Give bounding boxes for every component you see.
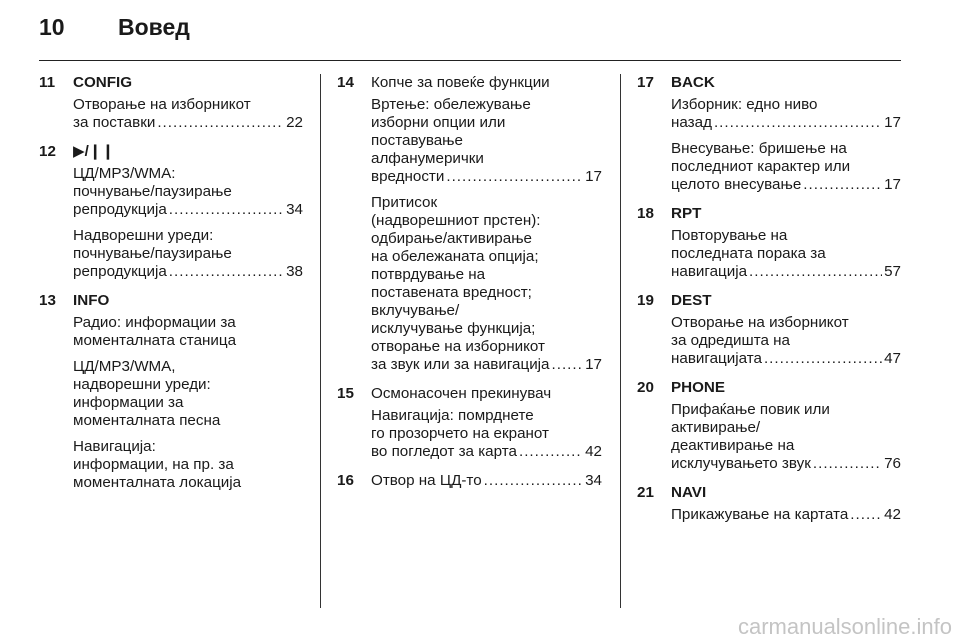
description-line: (надворешниот прстен): [371, 212, 541, 229]
control-entry [637, 379, 901, 473]
description-paragraph [73, 438, 303, 492]
description-line: поставената вредност; [371, 284, 532, 301]
page-title: Вовед [118, 14, 190, 40]
description-line: исклучување функција; [371, 320, 536, 337]
toc-line-text: репродукција [73, 201, 167, 218]
description-line: вклучување/ [371, 302, 460, 319]
control-number: 13 [39, 292, 56, 309]
control-number: 20 [637, 379, 654, 396]
description-line: потврдување на [371, 266, 486, 283]
leader-dots [813, 455, 882, 473]
description-line: Навигација: помрднете [371, 407, 534, 424]
column-3 [637, 74, 901, 535]
control-entry [39, 74, 303, 132]
toc-line [671, 176, 901, 194]
description-paragraph [73, 96, 303, 132]
toc-line-text: за поставки [73, 114, 156, 131]
control-number: 12 [39, 143, 56, 160]
control-entry [39, 143, 303, 281]
page-reference: 57 [884, 263, 901, 280]
description-paragraph [371, 472, 602, 490]
column-divider-2 [620, 74, 621, 608]
description-paragraph [671, 96, 901, 132]
control-number: 18 [637, 205, 654, 222]
description-line: Притисок [371, 194, 438, 211]
description-line: Внесување: бришење на [671, 140, 847, 157]
description-line: Надворешни уреди: [73, 227, 214, 244]
control-title: INFO [73, 292, 110, 309]
control-entry [337, 385, 602, 461]
page-reference: 34 [585, 472, 602, 489]
toc-line-text: репродукција [73, 263, 167, 280]
control-title: Осмонасочен прекинувач [371, 385, 552, 402]
description-paragraph [73, 358, 303, 430]
description-line: почнување/паузирање [73, 183, 232, 200]
description-paragraph [671, 314, 901, 368]
toc-line [371, 356, 602, 374]
description-paragraph [671, 401, 901, 473]
toc-line-text: Отвор на ЦД-то [371, 472, 482, 489]
description-line: Отворање на изборникот [671, 314, 849, 331]
toc-line-text: Прикажување на картата [671, 506, 849, 523]
description-line: последниот карактер или [671, 158, 851, 175]
description-line: за одредишта на [671, 332, 790, 349]
description-line: го прозорчето на екранот [371, 425, 549, 442]
column-divider-1 [320, 74, 321, 608]
control-entry [637, 205, 901, 281]
column-2 [337, 74, 602, 501]
toc-line [671, 455, 901, 473]
description-paragraph [73, 314, 303, 350]
toc-line [671, 506, 901, 524]
toc-line [371, 443, 602, 461]
toc-line-text: исклучувањето звук [671, 455, 811, 472]
description-line: Навигација: [73, 438, 156, 455]
toc-line-text: во погледот за карта [371, 443, 517, 460]
page-reference: 76 [884, 455, 901, 472]
control-entry [39, 292, 303, 492]
page-reference: 47 [884, 350, 901, 367]
control-entry [637, 292, 901, 368]
description-line: Изборник: едно ниво [671, 96, 818, 113]
toc-line [73, 114, 303, 132]
control-entry [337, 472, 602, 490]
toc-line [371, 168, 602, 186]
description-line: информации, на пр. за [73, 456, 234, 473]
description-line: ЦД/MP3/WMA: [73, 165, 176, 182]
description-line: Отворање на изборникот [73, 96, 251, 113]
control-title: CONFIG [73, 74, 133, 91]
control-number: 21 [637, 484, 654, 501]
control-number: 17 [637, 74, 654, 91]
description-line: активирање/ [671, 419, 761, 436]
leader-dots [169, 201, 284, 219]
description-line: моменталната песна [73, 412, 221, 429]
toc-line-text: навигацијата [671, 350, 762, 367]
control-number: 14 [337, 74, 354, 91]
leader-dots [714, 114, 882, 132]
leader-dots [484, 472, 583, 490]
description-paragraph [73, 165, 303, 219]
description-paragraph [671, 506, 901, 524]
leader-dots [850, 506, 882, 524]
toc-line [671, 114, 901, 132]
description-line: информации за [73, 394, 184, 411]
header-rule [39, 60, 901, 61]
column-1 [39, 74, 303, 503]
toc-line-text: навигација [671, 263, 748, 280]
leader-dots [552, 356, 584, 374]
description-line: поставување [371, 132, 463, 149]
description-line: Вртење: обележување [371, 96, 531, 113]
page-reference: 22 [286, 114, 303, 131]
description-line: изборни опции или [371, 114, 506, 131]
description-line: моменталната станица [73, 332, 237, 349]
toc-line-text: вредности [371, 168, 445, 185]
description-line: ЦД/MP3/WMA, [73, 358, 176, 375]
description-paragraph [671, 227, 901, 281]
page-reference: 17 [585, 168, 602, 185]
control-title: NAVI [671, 484, 707, 501]
page-reference: 17 [585, 356, 602, 373]
description-line: алфанумерички [371, 150, 484, 167]
control-entry [637, 74, 901, 194]
description-line: моменталната локација [73, 474, 242, 491]
control-title: RPT [671, 205, 702, 222]
toc-line-text: за звук или за навигација [371, 356, 550, 373]
description-line: Радио: информации за [73, 314, 236, 331]
leader-dots [446, 168, 583, 186]
toc-line-text: назад [671, 114, 712, 131]
description-paragraph [671, 140, 901, 194]
description-paragraph [371, 194, 602, 374]
control-number: 11 [39, 74, 56, 91]
page-reference: 38 [286, 263, 303, 280]
toc-line [671, 350, 901, 368]
leader-dots [803, 176, 882, 194]
toc-line-text: целото внесување [671, 176, 802, 193]
description-paragraph [73, 227, 303, 281]
control-entry [337, 74, 602, 374]
leader-dots [169, 263, 284, 281]
leader-dots [749, 263, 882, 281]
control-title: PHONE [671, 379, 726, 396]
control-number: 15 [337, 385, 354, 402]
page-reference: 42 [585, 443, 602, 460]
description-paragraph [371, 407, 602, 461]
control-number: 16 [337, 472, 354, 489]
page-reference: 34 [286, 201, 303, 218]
description-line: почнување/паузирање [73, 245, 232, 262]
toc-line [671, 263, 901, 281]
control-number: 19 [637, 292, 654, 309]
description-line: деактивирање на [671, 437, 795, 454]
toc-line [73, 201, 303, 219]
page-reference: 17 [884, 114, 901, 131]
page-reference: 17 [884, 176, 901, 193]
control-title: Копче за повеќе функции [371, 74, 550, 91]
description-line: отворање на изборникот [371, 338, 545, 355]
description-line: последната порака за [671, 245, 826, 262]
control-title: BACK [671, 74, 715, 91]
control-title: DEST [671, 292, 712, 309]
description-paragraph [371, 96, 602, 186]
leader-dots [157, 114, 284, 132]
control-entry [637, 484, 901, 524]
toc-line [73, 263, 303, 281]
control-title: ▶/❙❙ [73, 143, 115, 160]
page-number: 10 [39, 14, 65, 40]
toc-line [371, 472, 602, 490]
leader-dots [764, 350, 882, 368]
page-reference: 42 [884, 506, 901, 523]
description-line: одбирање/активирање [371, 230, 532, 247]
description-line: Повторување на [671, 227, 788, 244]
watermark: carmanualsonline.info [737, 614, 952, 639]
description-line: на обележаната опција; [371, 248, 539, 265]
leader-dots [519, 443, 583, 461]
description-line: Прифаќање повик или [671, 401, 830, 418]
description-line: надворешни уреди: [73, 376, 211, 393]
